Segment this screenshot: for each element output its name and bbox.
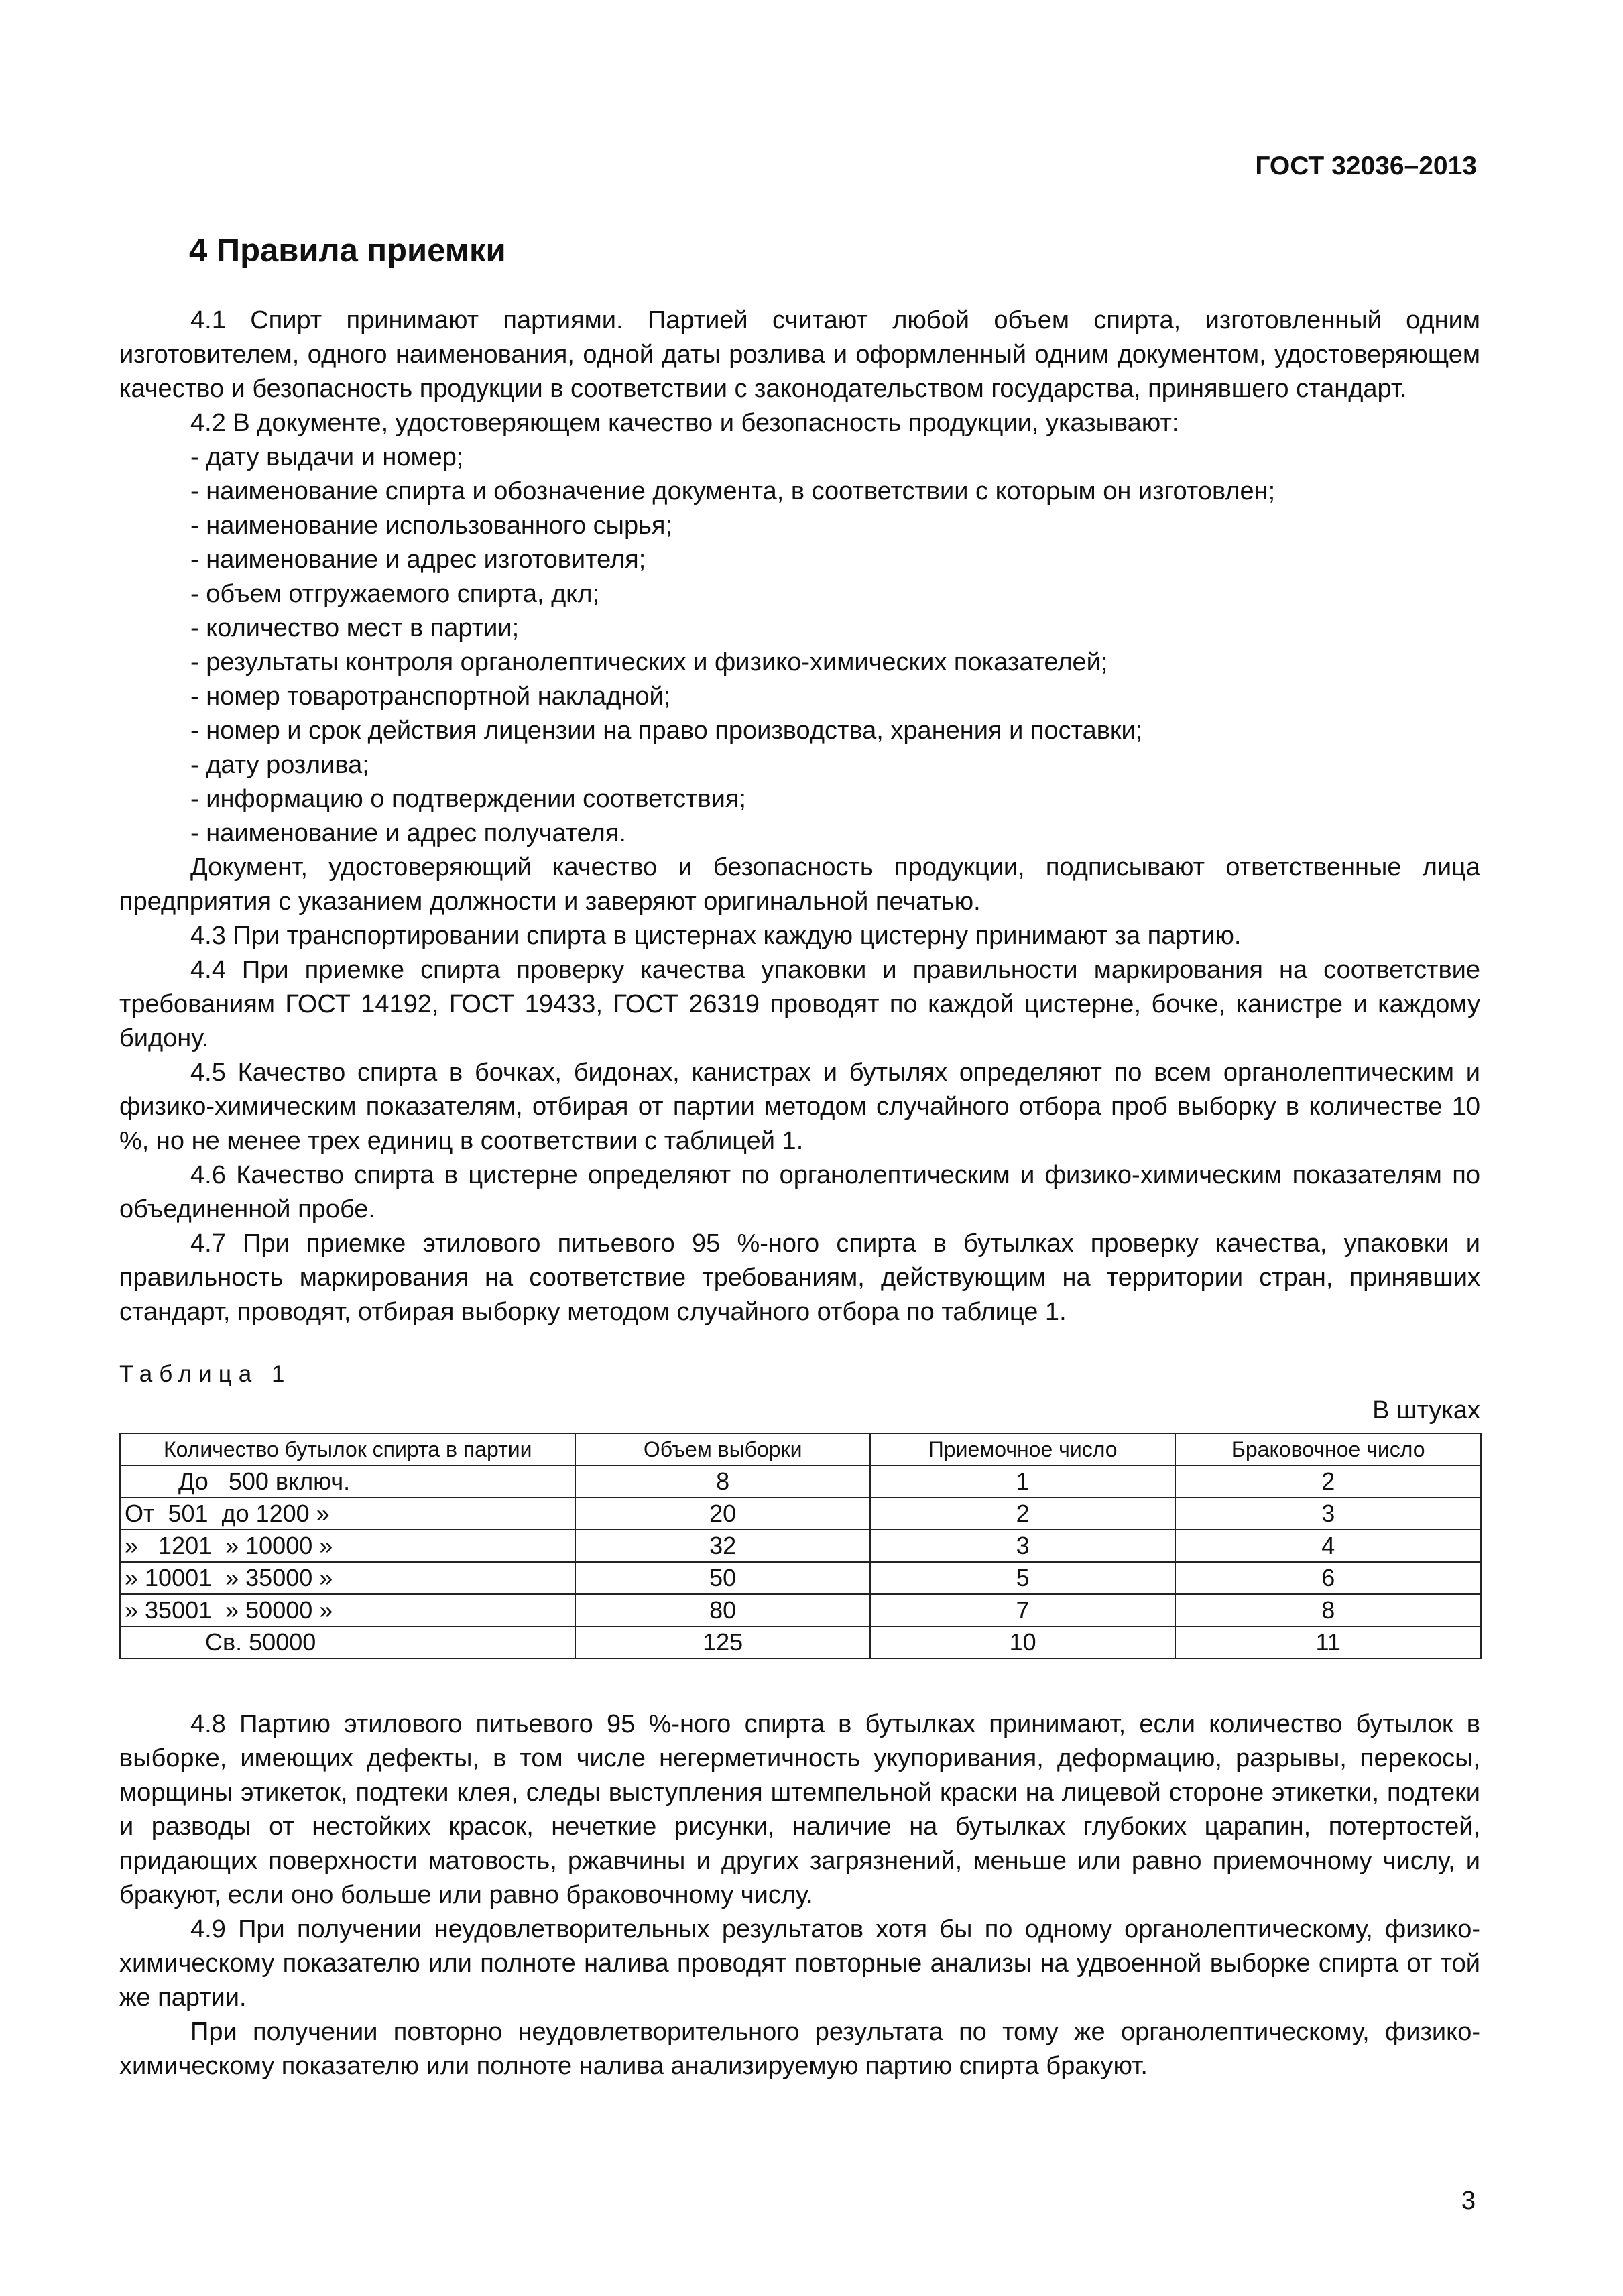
table-cell: 125 xyxy=(575,1626,869,1658)
table-cell: 5 xyxy=(870,1562,1176,1594)
table-row xyxy=(120,1562,1481,1594)
list-item: - дату выдачи и номер; xyxy=(190,443,464,471)
table-cell: 3 xyxy=(870,1530,1176,1562)
table-header-cell: Браковочное число xyxy=(1175,1433,1481,1465)
table-units: В штуках xyxy=(1372,1396,1480,1425)
table-cell: 6 xyxy=(1175,1562,1481,1594)
table-cell: 2 xyxy=(870,1498,1176,1530)
table-cell: 50 xyxy=(575,1562,869,1594)
table-label: Таблица 1 xyxy=(119,1361,292,1387)
table-cell: 3 xyxy=(1175,1498,1481,1530)
section-body xyxy=(119,304,1480,1329)
table-1 xyxy=(119,1433,1482,1659)
table-cell: 8 xyxy=(575,1465,869,1498)
list-item: - наименование использованного сырья; xyxy=(190,511,673,540)
table-cell: Св. 50000 xyxy=(120,1626,575,1658)
paragraph: 4.8 Партию этилового питьевого 95 %-ного спирта в бутылках принимают, если количество бутылок в выборке, имеющих дефекты, в том числе негерметичность укупоривания, деформацию, разрывы, перекосы, морщины этикеток, подтеки клея, следы выступления штемпельной краски на лицевой стороне этикетки, подтеки и разводы от нестойких красок, нечеткие рисунки, наличие на бутылках глубоких царапин, потертостей, придающих поверхности матовость, ржавчины и других загрязнений, меньше или равно приемочному числу, и бракуют, если оно больше или равно браковочному числу. xyxy=(119,1710,1480,1909)
paragraph: 4.6 Качество спирта в цистерне определяют по органолептическим и физико-химическим показателям по объединенной пробе. xyxy=(119,1161,1480,1223)
table-row xyxy=(120,1465,1481,1498)
table-cell: 4 xyxy=(1175,1530,1481,1562)
list-item: - количество мест в партии; xyxy=(190,614,520,642)
table-row xyxy=(120,1594,1481,1626)
paragraph: 4.2 В документе, удостоверяющем качество и безопасность продукции, указывают: xyxy=(190,409,1179,437)
table-cell: 8 xyxy=(1175,1594,1481,1626)
table-header-cell: Объем выборки xyxy=(575,1433,869,1465)
table-cell: 20 xyxy=(575,1498,869,1530)
list-item: - информацию о подтверждении соответствия; xyxy=(190,785,746,813)
table-cell: 1 xyxy=(870,1465,1176,1498)
list-item: - результаты контроля органолептических и физико-химических показателей; xyxy=(190,648,1108,676)
paragraph: 4.9 При получении неудовлетворительных результатов хотя бы по одному органолептическому, физико-химическому показателю или полноте налива проводят повторные анализы на удвоенной выборке спирта от той же партии. xyxy=(119,1915,1480,2012)
table-header-cell: Приемочное число xyxy=(870,1433,1176,1465)
table-cell: » 10001 » 35000 » xyxy=(120,1562,575,1594)
table-cell: » 35001 » 50000 » xyxy=(120,1594,575,1626)
paragraph: 4.5 Качество спирта в бочках, бидонах, канистрах и бутылях определяют по всем органолептическим и физико-химическим показателям, отбирая от партии методом случайного отбора проб выборку в количестве 10 %, но не менее трех единиц в соответствии с таблицей 1. xyxy=(119,1059,1480,1155)
table-cell: » 1201 » 10000 » xyxy=(120,1530,575,1562)
list-item: - наименование и адрес изготовителя; xyxy=(190,546,646,574)
list-item: - номер и срок действия лицензии на право производства, хранения и поставки; xyxy=(190,717,1143,745)
table-cell: 32 xyxy=(575,1530,869,1562)
paragraph: При получении повторно неудовлетворительного результата по тому же органолептическому, физико-химическому показателю или полноте налива анализируемую партию спирта бракуют. xyxy=(119,2018,1480,2080)
section-body-continued xyxy=(119,1707,1480,2083)
table-cell: 11 xyxy=(1175,1626,1481,1658)
table-cell: 80 xyxy=(575,1594,869,1626)
list-item: - дату розлива; xyxy=(190,751,369,779)
paragraph: 4.4 При приемке спирта проверку качества упаковки и правильности маркирования на соответствие требованиям ГОСТ 14192, ГОСТ 19433, ГОСТ 26319 проводят по каждой цистерне, бочке, канистре и каждому бидону. xyxy=(119,956,1480,1052)
table-row xyxy=(120,1530,1481,1562)
list-item: - номер товаротранспортной накладной; xyxy=(190,682,671,711)
table-cell: От 501 до 1200 » xyxy=(120,1498,575,1530)
paragraph: 4.3 При транспортировании спирта в цистернах каждую цистерну принимают за партию. xyxy=(190,922,1242,950)
table-header-row xyxy=(120,1433,1481,1465)
table-cell: До 500 включ. xyxy=(120,1465,575,1498)
table-cell: 7 xyxy=(870,1594,1176,1626)
table-header-cell: Количество бутылок спирта в партии xyxy=(120,1433,575,1465)
paragraph: 4.7 При приемке этилового питьевого 95 %-ного спирта в бутылках проверку качества, упаковки и правильность маркирования на соответствие требованиям, действующим на территории стран, принявших стандарт, проводят, отбирая выборку методом случайного отбора по таблице 1. xyxy=(119,1229,1480,1326)
table-cell: 2 xyxy=(1175,1465,1481,1498)
paragraph: 4.1 Спирт принимают партиями. Партией считают любой объем спирта, изготовленный одним изготовителем, одного наименования, одной даты розлива и оформленный одним документом, удостоверяющем качество и безопасность продукции в соответствии с законодательством государства, принявшего стандарт. xyxy=(119,306,1480,403)
table-row xyxy=(120,1498,1481,1530)
table-row xyxy=(120,1626,1481,1658)
list-item: - наименование и адрес получателя. xyxy=(190,819,626,847)
table-body xyxy=(120,1465,1481,1658)
document-id: ГОСТ 32036–2013 xyxy=(1255,152,1477,180)
table-cell: 10 xyxy=(870,1626,1176,1658)
list-item: - наименование спирта и обозначение документа, в соответствии с которым он изготовлен; xyxy=(190,477,1276,505)
list-item: - объем отгружаемого спирта, дкл; xyxy=(190,580,600,608)
page-number: 3 xyxy=(1461,2187,1476,2215)
section-title: 4 Правила приемки xyxy=(189,233,506,269)
paragraph: Документ, удостоверяющий качество и безопасность продукции, подписывают ответственные лица предприятия с указанием должности и заверяют оригинальной печатью. xyxy=(119,853,1480,916)
